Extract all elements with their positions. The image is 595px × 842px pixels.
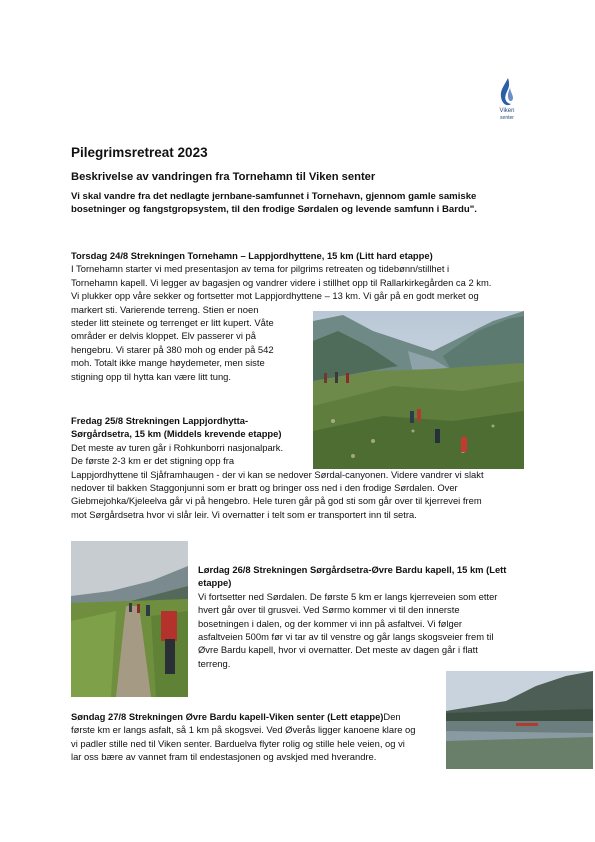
day4-line: første km er langs asfalt, så 1 km på skogsvei. Ved Øverås ligger kanoene klare og [71, 724, 416, 736]
page-title: Pilegrimsretreat 2023 [71, 145, 208, 160]
day3-section [198, 563, 528, 670]
photo-hikers-path [71, 541, 188, 697]
day2-heading: Sørgårdsetra, 15 km (Middels krevende etappe) [71, 428, 282, 440]
flame-icon [498, 78, 516, 108]
day3-heading: Lørdag 26/8 Strekningen Sørgårdsetra-Øvre Bardu kapell, 15 km (Lett [198, 564, 507, 575]
day2-line: Det meste av turen går i Rohkunborri nasjonalpark. [71, 441, 284, 453]
photo-lake-canoe [446, 671, 593, 769]
day2-section [71, 414, 531, 521]
day2-heading: Fredag 25/8 Strekningen Lappjordhytta- [71, 415, 249, 426]
day1-line: steder litt steinete og terrenget er litt kupert. Våte [71, 317, 274, 329]
day4-heading: Søndag 27/8 Strekningen Øvre Bardu kapell-Viken senter (Lett etappe) [71, 711, 384, 722]
day2-line: nedover til bakken Staggonjunni som er bratt og bringer oss ned i den frodige Sørdalen. Over [71, 482, 458, 494]
day3-heading: etappe) [198, 577, 232, 589]
day3-line: Vi fortsetter ned Sørdalen. De første 5 km er langs kjerreveien som etter [198, 590, 498, 602]
viken-logo [494, 78, 520, 122]
logo-text-viken: Viken [499, 108, 515, 114]
day1-line: I Tornehamn starter vi med presentasjon av tema for pilgrims retreaten og tidebønn/stillhet i [71, 263, 450, 275]
day4-line: Den [383, 711, 401, 722]
day3-line: bosetningen i dalen, og der kommer vi inn på asfaltvei. Vi følger [198, 617, 463, 629]
day3-line: asfaltveien 500m før vi tar av til venstre og går langs skogsveier frem til [198, 631, 494, 643]
day1-line: Tornehamn kapell. Vi legger av bagasjen og vandrer videre i stillhet opp til Rallarkirkegården ca 2 km. [71, 276, 492, 288]
day2-line: De første 2-3 km er det stigning opp fra [71, 455, 235, 467]
day3-line: terreng. [198, 657, 231, 669]
day2-line: Lappjordhyttene til Sjåframhaugen - der vi kan se nedover Sørdal-canyonen. Videre vandrer vi slakt [71, 468, 484, 480]
day4-line: lar oss bære av vannet fram til endestasjonen og avskjed med hverandre. [71, 751, 377, 763]
day4-section [71, 710, 443, 764]
intro-text: Vi skal vandre fra det nedlagte jernbane-samfunnet i Tornehavn, gjennom gamle samiske bosetninger og fangstgropsystem, til den frodige Sørdalen og levende samfunn i Bardu". [71, 191, 477, 215]
day3-line: hvert går over til grusvei. Ved Sørmo kommer vi til den innerste [198, 604, 460, 616]
day3-line: Øvre Bardu kapell, hvor vi overnatter. Det meste av dagen går i flatt [198, 644, 478, 656]
day1-heading: Torsdag 24/8 Strekningen Tornehamn – Lappjordhyttene, 15 km (Litt hard etappe) [71, 250, 433, 261]
day1-line: markert sti. Varierende terreng. Stien er noen [71, 303, 259, 315]
day1-line: områder er delvis kloppet. Elv passerer vi på [71, 330, 256, 342]
day1-line: moh. Totalt ikke mange høydemeter, men siste [71, 357, 265, 369]
day1-line: hengebru. Vi starer på 380 moh og ender på 542 [71, 343, 274, 355]
logo-text-senter: senter [500, 115, 514, 121]
day2-line: Giebmejohka/Kjeleelva går vi på hengebro. Hele turen går på god sti som går over til kjerrevei frem [71, 495, 482, 507]
day1-line: Vi plukker opp våre sekker og fortsetter mot Lappjordhyttene – 13 km. Vi går på en godt merket og [71, 290, 479, 302]
page-subtitle: Beskrivelse av vandringen fra Tornehamn til Viken senter [71, 171, 376, 183]
day1-line: stigning opp til hytta kan være litt tung. [71, 370, 231, 382]
day2-line: mot Sørgårdsetra hvor vi slår leir. Vi overnatter i telt som er transportert inn til setra. [71, 508, 417, 520]
day4-line: vi padler stille ned til Viken senter. Barduelva flyter rolig og stille hele veien, og vi [71, 737, 405, 749]
